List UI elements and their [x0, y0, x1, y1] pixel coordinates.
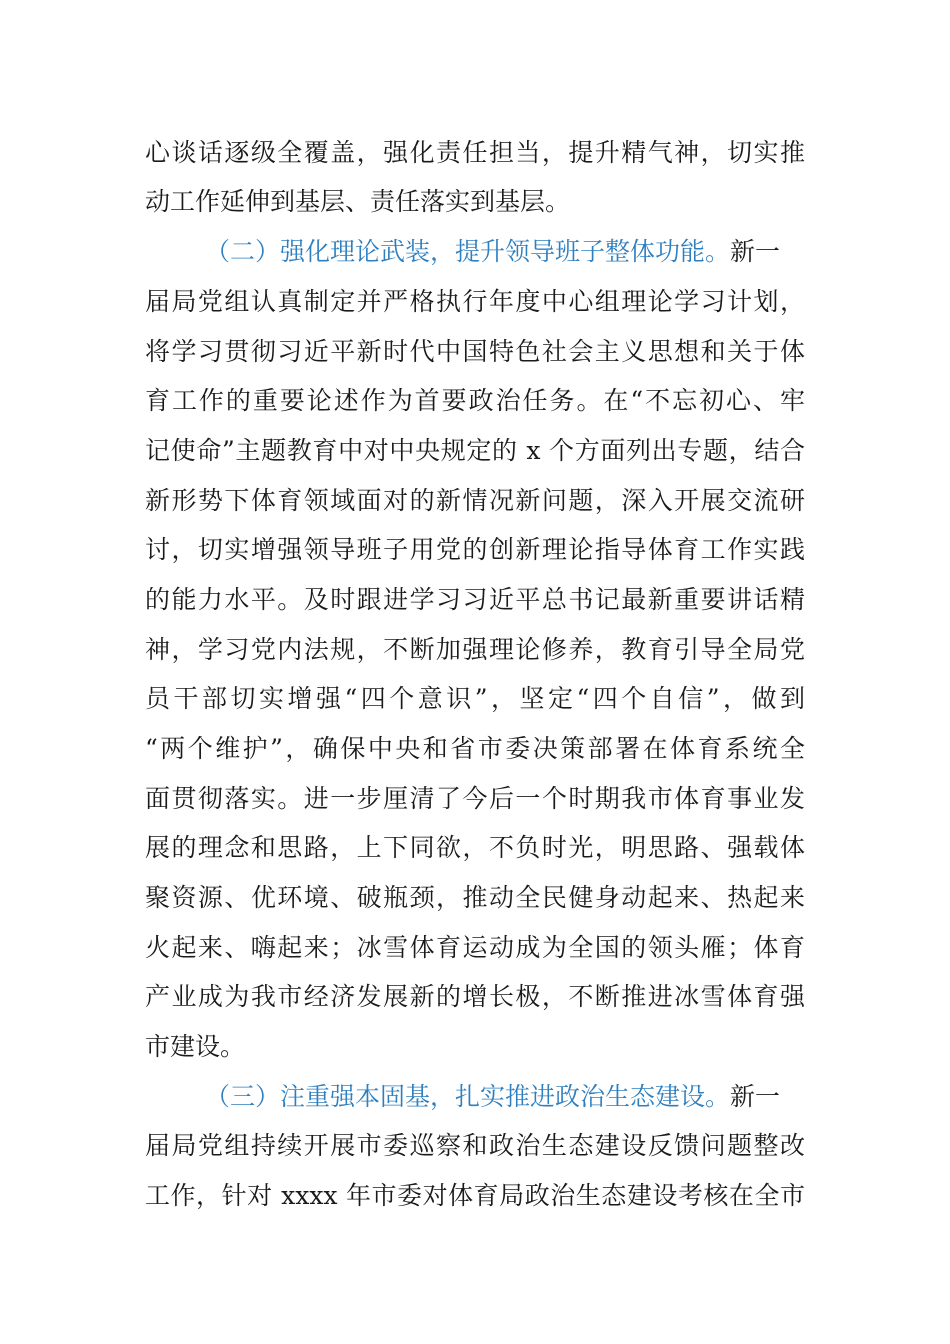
paragraph-line: 记使命”主题教育中对中央规定的 x 个方面列出专题，结合	[145, 436, 805, 465]
section-heading: （三）注重强本固基，扎实推进政治生态建设。	[205, 1082, 731, 1111]
paragraph-line: 育工作的重要论述作为首要政治任务。在“不忘初心、牢	[145, 386, 805, 415]
paragraph-line: 的能力水平。及时跟进学习习近平总书记最新重要讲话精	[145, 585, 805, 614]
paragraph-line: 新形势下体育领域面对的新情况新问题，深入开展交流研	[145, 486, 805, 515]
paragraph-line: 届局党组认真制定并严格执行年度中心组理论学习计划，	[145, 287, 805, 316]
paragraph-text: 新一	[730, 237, 781, 266]
paragraph-text: 新一	[730, 1082, 781, 1111]
section-heading-line	[205, 232, 805, 272]
paragraph-line: 动工作延伸到基层、责任落实到基层。	[145, 187, 571, 216]
section-heading-line	[205, 1077, 805, 1117]
paragraph-line: 神，学习党内法规，不断加强理论修养，教育引导全局党	[145, 635, 805, 664]
paragraph-line: 工作，针对 xxxx 年市委对体育局政治生态建设考核在全市	[145, 1181, 805, 1210]
paragraph-line: 产业成为我市经济发展新的增长极，不断推进冰雪体育强	[145, 982, 805, 1011]
paragraph-line: 展的理念和思路，上下同欲，不负时光，明思路、强载体	[145, 833, 805, 862]
paragraph-line: 届局党组持续开展市委巡察和政治生态建设反馈问题整改	[145, 1131, 805, 1160]
paragraph-line: 将学习贯彻习近平新时代中国特色社会主义思想和关于体	[145, 337, 805, 366]
paragraph-line: 心谈话逐级全覆盖，强化责任担当，提升精气神，切实推	[145, 138, 805, 167]
paragraph-line: 讨，切实增强领导班子用党的创新理论指导体育工作实践	[145, 535, 805, 564]
paragraph-line: 市建设。	[145, 1032, 246, 1061]
paragraph-line: “两个维护”，确保中央和省市委决策部署在体育系统全	[145, 734, 805, 763]
paragraph-line: 聚资源、优环境、破瓶颈，推动全民健身动起来、热起来	[145, 883, 805, 912]
section-heading: （二）强化理论武装，提升领导班子整体功能。	[205, 237, 731, 266]
paragraph-line: 火起来、嗨起来；冰雪体育运动成为全国的领头雁；体育	[145, 933, 805, 962]
paragraph-line: 员干部切实增强“四个意识”，坚定“四个自信”，做到	[145, 684, 805, 713]
paragraph-line: 面贯彻落实。进一步厘清了今后一个时期我市体育事业发	[145, 784, 805, 813]
